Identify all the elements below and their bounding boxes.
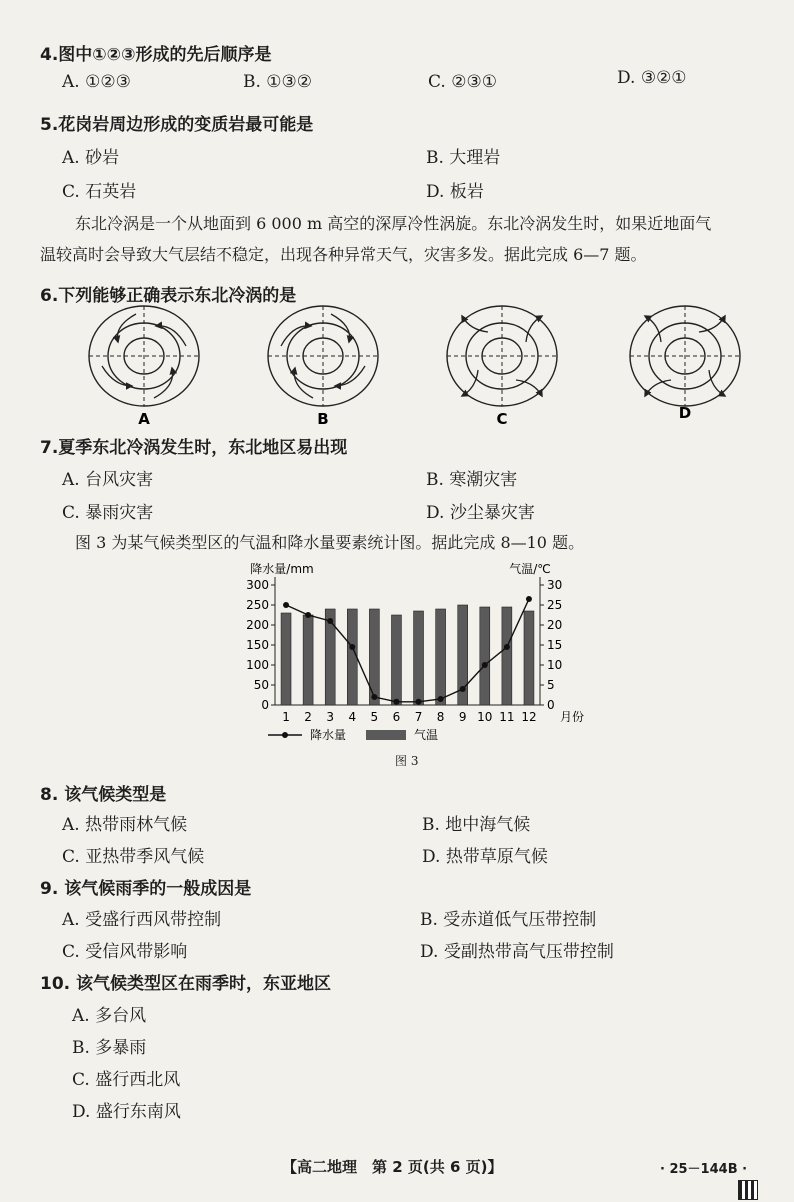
vortex-c-label: C bbox=[496, 410, 508, 428]
right-tick-label: 15 bbox=[547, 638, 563, 652]
q7-option-c: C. 暴雨灾害 bbox=[62, 503, 154, 523]
page-footer: 【高二地理 第 2 页(共 6 页)】 bbox=[282, 1158, 503, 1176]
climate-chart bbox=[230, 555, 590, 775]
q4-option-b: B. ①③② bbox=[243, 72, 313, 92]
passage-6-7-line2: 温较高时会导致大气层结不稳定，出现各种异常天气，灾害多发。据此完成 6—7 题。 bbox=[40, 245, 647, 264]
right-axis-label: 气温/℃ bbox=[509, 562, 551, 576]
q8-option-b: B. 地中海气候 bbox=[422, 815, 531, 835]
bar bbox=[524, 611, 534, 705]
q9-option-c: C. 受信风带影响 bbox=[62, 942, 188, 962]
x-tick-label: 4 bbox=[348, 710, 357, 724]
line-point bbox=[526, 596, 532, 602]
right-tick-label: 10 bbox=[547, 658, 563, 672]
legend-bar-swatch bbox=[366, 730, 406, 740]
x-tick-label: 6 bbox=[392, 710, 401, 724]
q6-stem: 6.下列能够正确表示东北冷涡的是 bbox=[40, 286, 297, 306]
line-point bbox=[482, 662, 488, 668]
legend-line-label: 降水量 bbox=[310, 728, 347, 742]
q9-stem: 9. 该气候雨季的一般成因是 bbox=[40, 879, 252, 899]
legend-line-marker bbox=[282, 732, 288, 738]
line-point bbox=[504, 644, 510, 650]
vortex-diagrams bbox=[0, 300, 794, 430]
q9-option-b: B. 受赤道低气压带控制 bbox=[420, 910, 597, 930]
q10-option-d: D. 盛行东南风 bbox=[72, 1102, 181, 1122]
x-tick-label: 5 bbox=[370, 710, 379, 724]
q9-option-a: A. 受盛行西风带控制 bbox=[62, 910, 222, 930]
left-tick-label: 300 bbox=[246, 578, 269, 592]
right-tick-label: 5 bbox=[547, 678, 555, 692]
x-tick-label: 2 bbox=[304, 710, 312, 724]
bar bbox=[391, 615, 401, 705]
legend-bar-label: 气温 bbox=[414, 728, 439, 742]
bar bbox=[502, 607, 512, 705]
right-tick-label: 25 bbox=[547, 598, 563, 612]
q7-option-a: A. 台风灾害 bbox=[62, 470, 154, 490]
x-unit-label: 月份 bbox=[560, 710, 585, 724]
x-tick-label: 12 bbox=[521, 710, 537, 724]
line-point bbox=[438, 696, 444, 702]
q5-stem: 5.花岗岩周边形成的变质岩最可能是 bbox=[40, 115, 314, 135]
bar bbox=[303, 615, 313, 705]
vortex-c bbox=[447, 306, 557, 406]
q8-option-c: C. 亚热带季风气候 bbox=[62, 847, 205, 867]
x-tick-label: 10 bbox=[477, 710, 493, 724]
x-tick-label: 3 bbox=[326, 710, 335, 724]
left-tick-label: 250 bbox=[246, 598, 269, 612]
q5-option-c: C. 石英岩 bbox=[62, 182, 137, 202]
passage-8-10: 图 3 为某气候类型区的气温和降水量要素统计图。据此完成 8—10 题。 bbox=[75, 533, 585, 552]
line-series bbox=[286, 599, 529, 702]
line-point bbox=[327, 618, 333, 624]
line-point bbox=[305, 612, 311, 618]
x-tick-label: 7 bbox=[414, 710, 423, 724]
paper-code: · 25－144B · bbox=[660, 1162, 748, 1177]
x-tick-label: 1 bbox=[282, 710, 290, 724]
vortex-d bbox=[630, 306, 740, 406]
vortex-b bbox=[268, 306, 378, 406]
q4-option-d: D. ③②① bbox=[617, 68, 687, 88]
x-tick-label: 11 bbox=[499, 710, 515, 724]
q10-option-b: B. 多暴雨 bbox=[72, 1038, 147, 1058]
left-tick-label: 200 bbox=[246, 618, 269, 632]
line-point bbox=[416, 699, 422, 705]
line-point bbox=[393, 699, 399, 705]
q8-option-d: D. 热带草原气候 bbox=[422, 847, 548, 867]
q4-stem: 4.图中①②③形成的先后顺序是 bbox=[40, 45, 272, 65]
q8-option-a: A. 热带雨林气候 bbox=[62, 815, 188, 835]
line-point bbox=[349, 644, 355, 650]
q5-option-b: B. 大理岩 bbox=[426, 148, 501, 168]
right-tick-label: 30 bbox=[547, 578, 563, 592]
left-tick-label: 50 bbox=[253, 678, 269, 692]
left-tick-label: 0 bbox=[261, 698, 269, 712]
q5-option-a: A. 砂岩 bbox=[62, 148, 120, 168]
q7-option-b: B. 寒潮灾害 bbox=[426, 470, 518, 490]
right-tick-label: 20 bbox=[547, 618, 563, 632]
left-axis-label: 降水量/mm bbox=[250, 562, 314, 576]
vortex-b-label: B bbox=[317, 410, 329, 428]
q8-stem: 8. 该气候类型是 bbox=[40, 785, 167, 805]
line-point bbox=[283, 602, 289, 608]
bar bbox=[414, 611, 424, 705]
figure-caption: 图 3 bbox=[395, 754, 419, 768]
right-tick-label: 0 bbox=[547, 698, 555, 712]
q10-option-a: A. 多台风 bbox=[72, 1006, 147, 1026]
vortex-a-label: A bbox=[138, 410, 150, 428]
q7-option-d: D. 沙尘暴灾害 bbox=[426, 503, 535, 523]
bar bbox=[480, 607, 490, 705]
bar bbox=[281, 613, 291, 705]
bar bbox=[347, 609, 357, 705]
q10-option-c: C. 盛行西北风 bbox=[72, 1070, 181, 1090]
q10-stem: 10. 该气候类型区在雨季时，东亚地区 bbox=[40, 974, 332, 994]
left-tick-label: 100 bbox=[246, 658, 269, 672]
qr-code-icon bbox=[738, 1180, 758, 1200]
bar bbox=[436, 609, 446, 705]
q4-option-a: A. ①②③ bbox=[62, 72, 131, 92]
q9-option-d: D. 受副热带高气压带控制 bbox=[420, 942, 614, 962]
vortex-a bbox=[89, 306, 199, 406]
q4-option-c: C. ②③① bbox=[428, 72, 497, 92]
vortex-d-label: D bbox=[678, 404, 692, 422]
q7-stem: 7.夏季东北冷涡发生时，东北地区易出现 bbox=[40, 438, 348, 458]
x-tick-label: 9 bbox=[458, 710, 467, 724]
left-tick-label: 150 bbox=[246, 638, 269, 652]
line-point bbox=[371, 694, 377, 700]
passage-6-7-line1: 东北冷涡是一个从地面到 6 000 m 高空的深厚冷性涡旋。东北冷涡发生时，如果近地面气 bbox=[75, 214, 712, 233]
q5-option-d: D. 板岩 bbox=[426, 182, 484, 202]
x-tick-label: 8 bbox=[436, 710, 445, 724]
line-point bbox=[460, 686, 466, 692]
